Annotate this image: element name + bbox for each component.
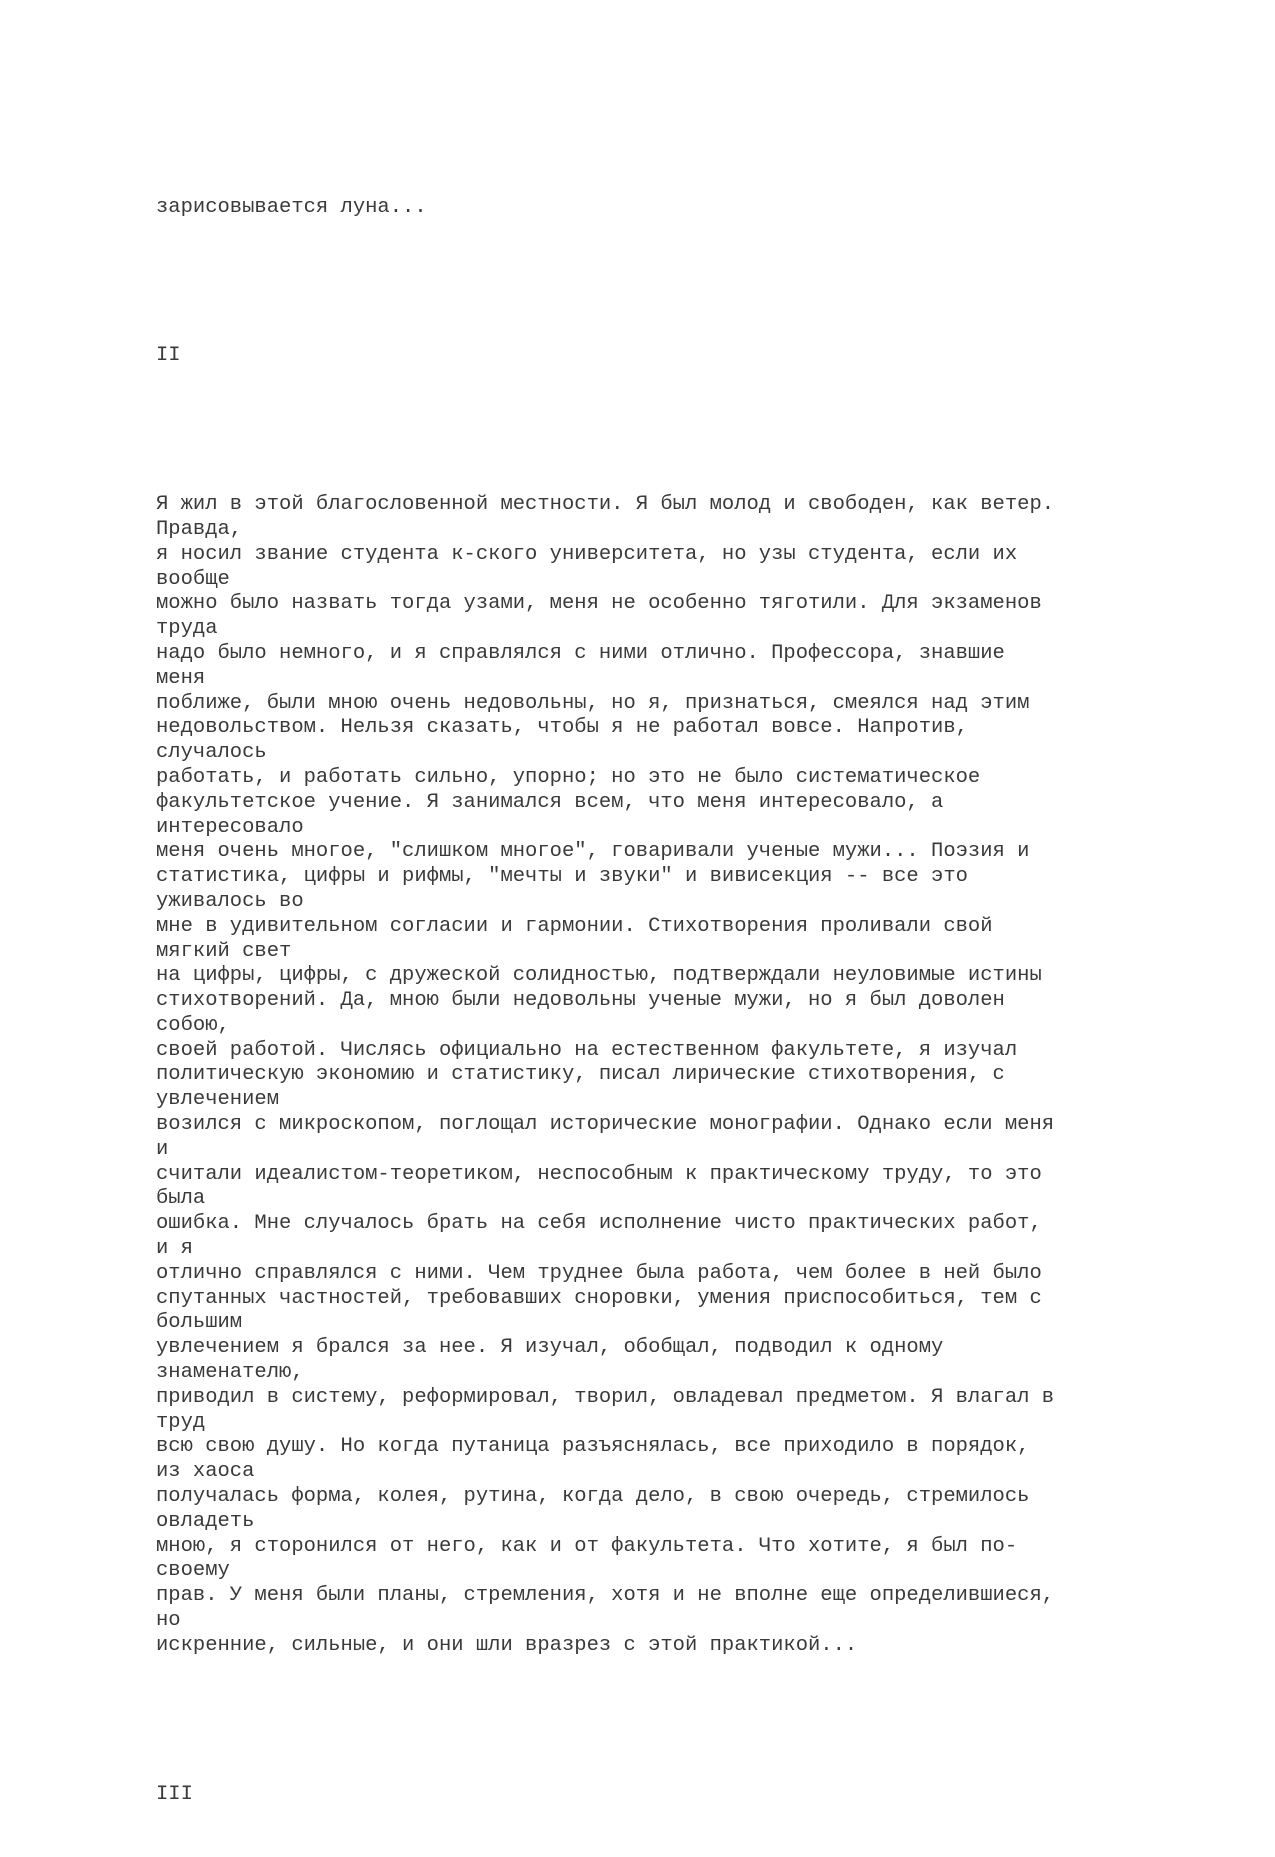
paragraph-line: стихотворений. Да, мною были недовольны ученые мужи, но я был доволен bbox=[156, 989, 1005, 1013]
paragraph-line: считали идеалистом-теоретиком, неспособным к практическому труду, то это bbox=[156, 1162, 1042, 1186]
paragraph-line: работать, и работать сильно, упорно; но это не было систематическое bbox=[156, 765, 981, 789]
chapter-heading-iii: III bbox=[156, 1782, 193, 1806]
paragraph-line: статистика, цифры и рифмы, "мечты и звуки" и вивисекция -- все это bbox=[156, 865, 968, 889]
paragraph-line: недовольством. Нельзя сказать, чтобы я не работал вовсе. Напротив, bbox=[156, 716, 968, 740]
paragraph-line: своему bbox=[156, 1559, 230, 1583]
blank-line bbox=[156, 419, 1236, 444]
paragraph-line: можно было назвать тогда узами, меня не особенно тяготили. Для экзаменов bbox=[156, 592, 1042, 616]
paragraph-line: на цифры, цифры, с дружеской солидностью, подтверждали неуловимые истины bbox=[156, 964, 1042, 988]
paragraph-line: знаменателю, bbox=[156, 1361, 304, 1385]
paragraph-line: меня bbox=[156, 666, 206, 690]
paragraph-line: надо было немного, и я справлялся с ними отлично. Профессора, знавшие bbox=[156, 641, 1005, 665]
paragraph-line: возился с микроскопом, поглощал исторические монографии. Однако если меня bbox=[156, 1113, 1055, 1137]
paragraph-line: меня очень многое, "слишком многое", говаривали ученые мужи... Поэзия и bbox=[156, 840, 1030, 864]
paragraph-line: поближе, были мною очень недовольны, но я, признаться, смеялся над этим bbox=[156, 691, 1030, 715]
paragraph-line: отлично справлялся с ними. Чем труднее была работа, чем более в ней было bbox=[156, 1261, 1042, 1285]
paragraph-line: вообще bbox=[156, 567, 230, 591]
paragraph-line: и я bbox=[156, 1237, 193, 1261]
paragraph-line: Правда, bbox=[156, 517, 243, 541]
paragraph-line: всю свою душу. Но когда путаница разъяснялась, все приходило в порядок, bbox=[156, 1435, 1030, 1459]
paragraph-line: я носил звание студента к-ского университета, но узы студента, если их bbox=[156, 542, 1018, 566]
paragraph-line: искренние, сильные, и они шли вразрез с этой практикой... bbox=[156, 1633, 858, 1657]
paragraph-line: и bbox=[156, 1137, 169, 1161]
paragraph-line: мною, я сторонился от него, как и от факультета. Что хотите, я был по- bbox=[156, 1534, 1018, 1558]
blank-line bbox=[156, 270, 1236, 295]
paragraph-line: уживалось во bbox=[156, 889, 304, 913]
paragraph-line: своей работой. Числясь официально на естественном факультете, я изучал bbox=[156, 1038, 1018, 1062]
paragraph-line: большим bbox=[156, 1311, 243, 1335]
paragraph-line: из хаоса bbox=[156, 1460, 255, 1484]
paragraph-line: прав. У меня были планы, стремления, хотя и не вполне еще определившиеся, bbox=[156, 1584, 1055, 1608]
paragraph-line: ошибка. Мне случалось брать на себя исполнение чисто практических работ, bbox=[156, 1212, 1042, 1236]
paragraph bbox=[156, 493, 1236, 1658]
paragraph-line: интересовало bbox=[156, 815, 304, 839]
paragraph-line: приводил в систему, реформировал, творил, овладевал предметом. Я влагал в bbox=[156, 1385, 1055, 1409]
paragraph-line: увлечением я брался за нее. Я изучал, обобщал, подводил к одному bbox=[156, 1336, 944, 1360]
paragraph-line: мягкий свет bbox=[156, 939, 292, 963]
paragraph-line: была bbox=[156, 1187, 206, 1211]
opening-line: зарисовывается луна... bbox=[156, 195, 427, 219]
paragraph-line: труда bbox=[156, 617, 218, 641]
paragraph-line: но bbox=[156, 1609, 181, 1633]
document-text bbox=[156, 146, 1236, 1857]
chapter-heading-ii: II bbox=[156, 344, 181, 368]
paragraph-line: случалось bbox=[156, 741, 267, 765]
paragraph-line: получалась форма, колея, рутина, когда дело, в свою очередь, стремилось bbox=[156, 1485, 1030, 1509]
paragraph-line: спутанных частностей, требовавших сноровки, умения приспособиться, тем с bbox=[156, 1286, 1042, 1310]
blank-line bbox=[156, 1708, 1236, 1733]
paragraph-line: труд bbox=[156, 1410, 206, 1434]
paragraph-line: мне в удивительном согласии и гармонии. Стихотворения проливали свой bbox=[156, 914, 993, 938]
paragraph-line: увлечением bbox=[156, 1088, 280, 1112]
paragraph-line: собою, bbox=[156, 1013, 230, 1037]
paragraph-line: политическую экономию и статистику, писал лирические стихотворения, с bbox=[156, 1063, 1005, 1087]
paragraph-line: факультетское учение. Я занимался всем, что меня интересовало, а bbox=[156, 790, 944, 814]
paragraph-line: Я жил в этой благословенной местности. Я был молод и свободен, как ветер. bbox=[156, 493, 1055, 517]
paragraph-line: овладеть bbox=[156, 1509, 255, 1533]
